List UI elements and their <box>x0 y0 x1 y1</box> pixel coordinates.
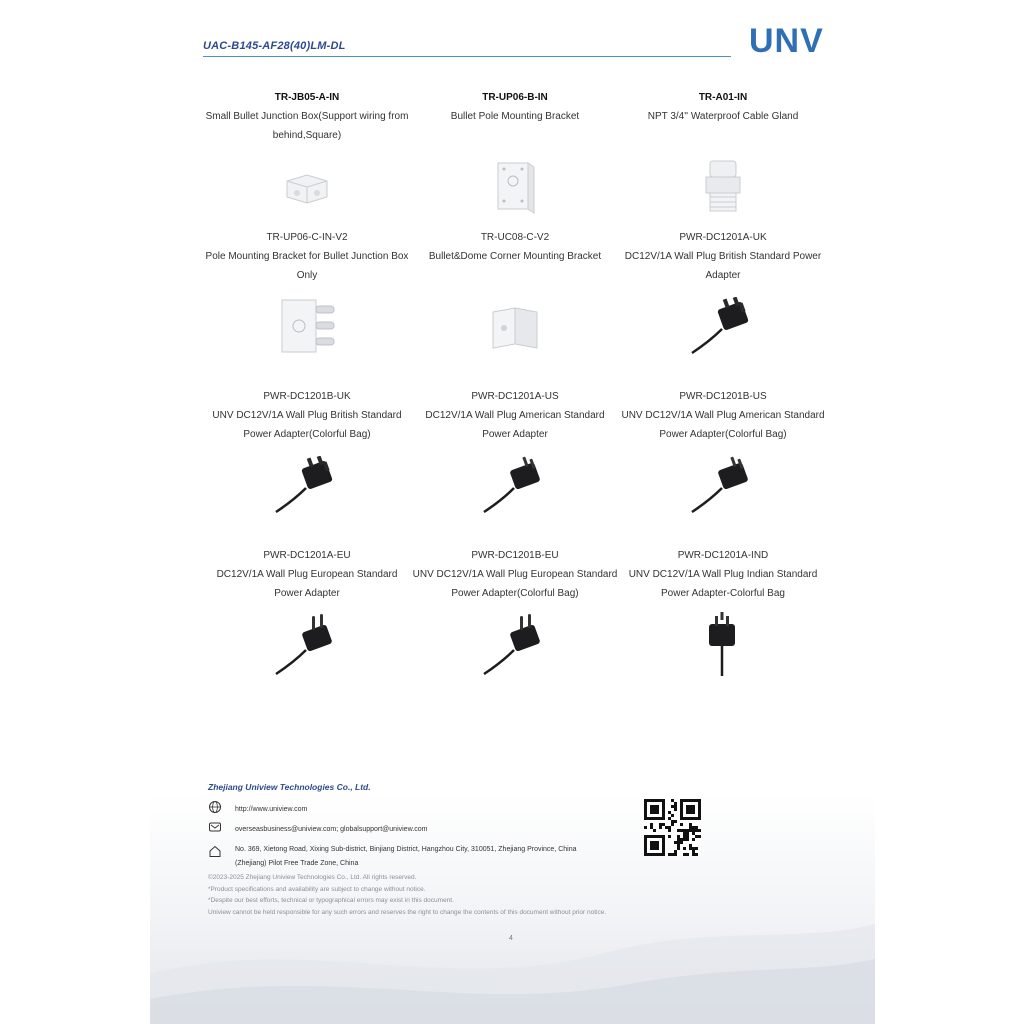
adapter-uk-icon <box>619 292 827 362</box>
adapter-us-icon <box>619 451 827 521</box>
accessory-model-code: PWR-DC1201B-EU <box>471 550 559 561</box>
accessory-description: DC12V/1A Wall Plug European Standard Power Adapter <box>216 569 398 599</box>
accessory-item <box>619 546 827 680</box>
accessory-item <box>411 88 619 222</box>
accessory-model-code: PWR-DC1201B-UK <box>263 391 351 402</box>
header-rule <box>203 56 731 57</box>
accessory-model-code: TR-JB05-A-IN <box>274 92 340 103</box>
adapter-uk-icon <box>203 451 411 521</box>
accessory-description: UNV DC12V/1A Wall Plug British Standard Power Adapter(Colorful Bag) <box>212 410 402 440</box>
accessory-description: Bullet&Dome Corner Mounting Bracket <box>428 251 602 262</box>
accessory-description: Bullet Pole Mounting Bracket <box>450 111 580 122</box>
accessory-model-code: PWR-DC1201A-EU <box>263 550 351 561</box>
accessory-description: UNV DC12V/1A Wall Plug European Standard Power Adapter(Colorful Bag) <box>412 569 618 599</box>
accessory-description: NPT 3/4'' Waterproof Cable Gland <box>647 111 799 122</box>
accessory-model-code: PWR-DC1201A-US <box>471 391 559 402</box>
copyright-text: ©2023-2025 Zhejiang Uniview Technologies Co., Ltd. All rights reserved. <box>208 874 417 881</box>
accessory-item <box>203 387 411 521</box>
page-number: 4 <box>509 935 513 942</box>
mail-icon <box>208 820 222 834</box>
cable-gland-icon <box>619 152 827 222</box>
home-icon <box>208 844 222 858</box>
accessory-model-code: PWR-DC1201A-UK <box>679 232 767 243</box>
address-line-2: (Zhejiang) Pilot Free Trade Zone, China <box>235 860 359 867</box>
note-specifications: *Product specifications and availability are subject to change without notice. <box>208 885 426 893</box>
accessory-description: UNV DC12V/1A Wall Plug American Standard Power Adapter(Colorful Bag) <box>621 410 825 440</box>
accessory-description: DC12V/1A Wall Plug American Standard Power Adapter <box>425 410 605 440</box>
accessory-description: Small Bullet Junction Box(Support wiring from behind,Square) <box>205 111 409 141</box>
accessory-model-code: PWR-DC1201A-IND <box>677 550 769 561</box>
accessory-model-code: TR-A01-IN <box>698 92 748 103</box>
junction-box-icon <box>203 152 411 222</box>
note-errors: *Despite our best efforts, technical or typographical errors may exist in this document. <box>208 897 454 904</box>
email-addresses[interactable]: overseasbusiness@uniview.com; globalsupport@uniview.com <box>235 826 428 833</box>
document-page <box>150 0 875 1024</box>
adapter-eu-icon <box>203 610 411 680</box>
adapter-us-icon <box>411 451 619 521</box>
accessory-model-code: TR-UP06-B-IN <box>482 92 548 103</box>
accessory-description: DC12V/1A Wall Plug British Standard Power Adapter <box>624 251 822 281</box>
accessory-item <box>619 88 827 222</box>
legal-notes <box>208 872 606 918</box>
corner-bracket-icon <box>411 292 619 362</box>
accessory-item <box>411 546 619 680</box>
brand-logo: UNV <box>749 22 824 60</box>
adapter-ind-icon <box>619 610 827 680</box>
note-responsibility: Uniview cannot be held responsible for any such errors and reserves the right to change the contents of this document without prior notice. <box>208 908 607 916</box>
accessory-description: Pole Mounting Bracket for Bullet Junction Box Only <box>205 251 409 281</box>
accessory-item <box>411 387 619 521</box>
accessory-item <box>203 228 411 362</box>
accessory-model-code: TR-UC08-C-V2 <box>480 232 550 243</box>
document-title: UAC-B145-AF28(40)LM-DL <box>203 40 346 52</box>
pole-bracket-icon <box>411 152 619 222</box>
globe-icon <box>208 800 222 814</box>
accessory-item <box>203 88 411 222</box>
accessory-model-code: PWR-DC1201B-US <box>679 391 767 402</box>
company-name: Zhejiang Uniview Technologies Co., Ltd. <box>208 782 371 792</box>
accessory-item <box>619 387 827 521</box>
website-link[interactable]: http://www.uniview.com <box>235 806 308 813</box>
accessory-item <box>411 228 619 362</box>
accessory-item <box>619 228 827 362</box>
adapter-eu-icon <box>411 610 619 680</box>
qr-code[interactable] <box>644 799 701 856</box>
accessory-item <box>203 546 411 680</box>
pole-bracket-band-icon <box>203 292 411 362</box>
accessory-description: UNV DC12V/1A Wall Plug Indian Standard Power Adapter-Colorful Bag <box>628 569 818 599</box>
accessory-model-code: TR-UP06-C-IN-V2 <box>266 232 348 243</box>
address-line-1: No. 369, Xietong Road, Xixing Sub-district, Binjiang District, Hangzhou City, 310051, Zhejiang Province, China <box>235 846 577 853</box>
